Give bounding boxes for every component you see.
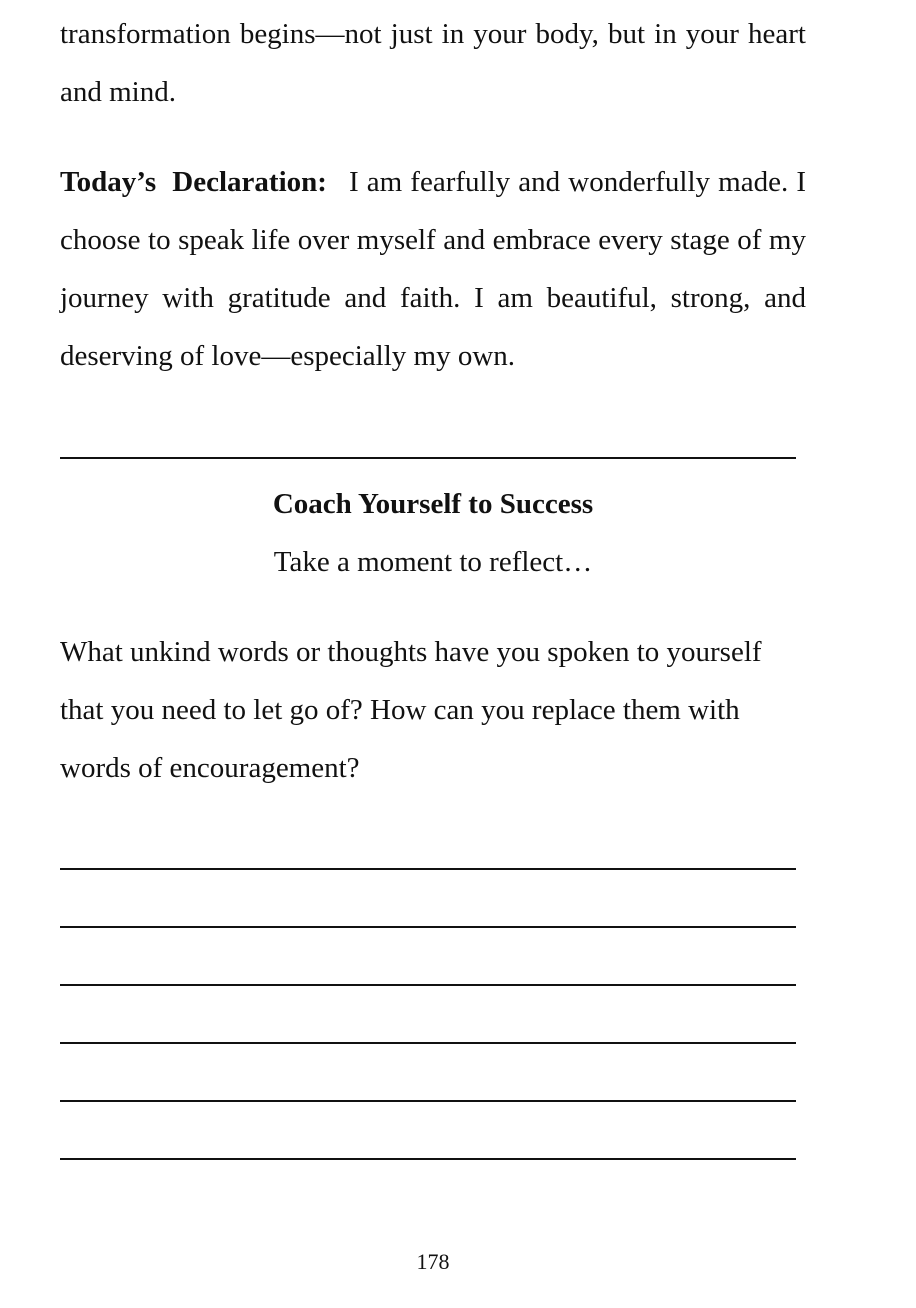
answer-line[interactable] — [60, 926, 796, 984]
declaration-text: I am fearfully and wonderfully made. I choose to speak life over myself and embrace every stage of my journey with gratitude and faith. I am beautiful, strong, and deserving of love—especially my own. — [60, 166, 806, 372]
reflection-prompt: What unkind words or thoughts have you spoken to yourself that you need to let go of? How can you replace them with words of encouragement? — [60, 636, 762, 784]
answer-line[interactable] — [60, 1100, 796, 1158]
answer-line[interactable] — [60, 868, 796, 926]
book-page — [60, 0, 806, 1308]
answer-line[interactable] — [60, 984, 796, 1042]
section-subtitle: Take a moment to reflect… — [273, 546, 593, 578]
declaration-paragraph — [60, 153, 806, 385]
declaration-label: Today’s Declaration: — [60, 166, 327, 198]
answer-line[interactable] — [60, 1042, 796, 1100]
page-number: 178 — [416, 1249, 450, 1274]
section-divider — [60, 457, 796, 459]
answer-line[interactable] — [60, 1158, 796, 1216]
section-title: Coach Yourself to Success — [272, 488, 594, 520]
answer-lines — [60, 868, 796, 1216]
continued-paragraph: transformation begins—not just in your body, but in your heart and mind. — [60, 18, 806, 108]
